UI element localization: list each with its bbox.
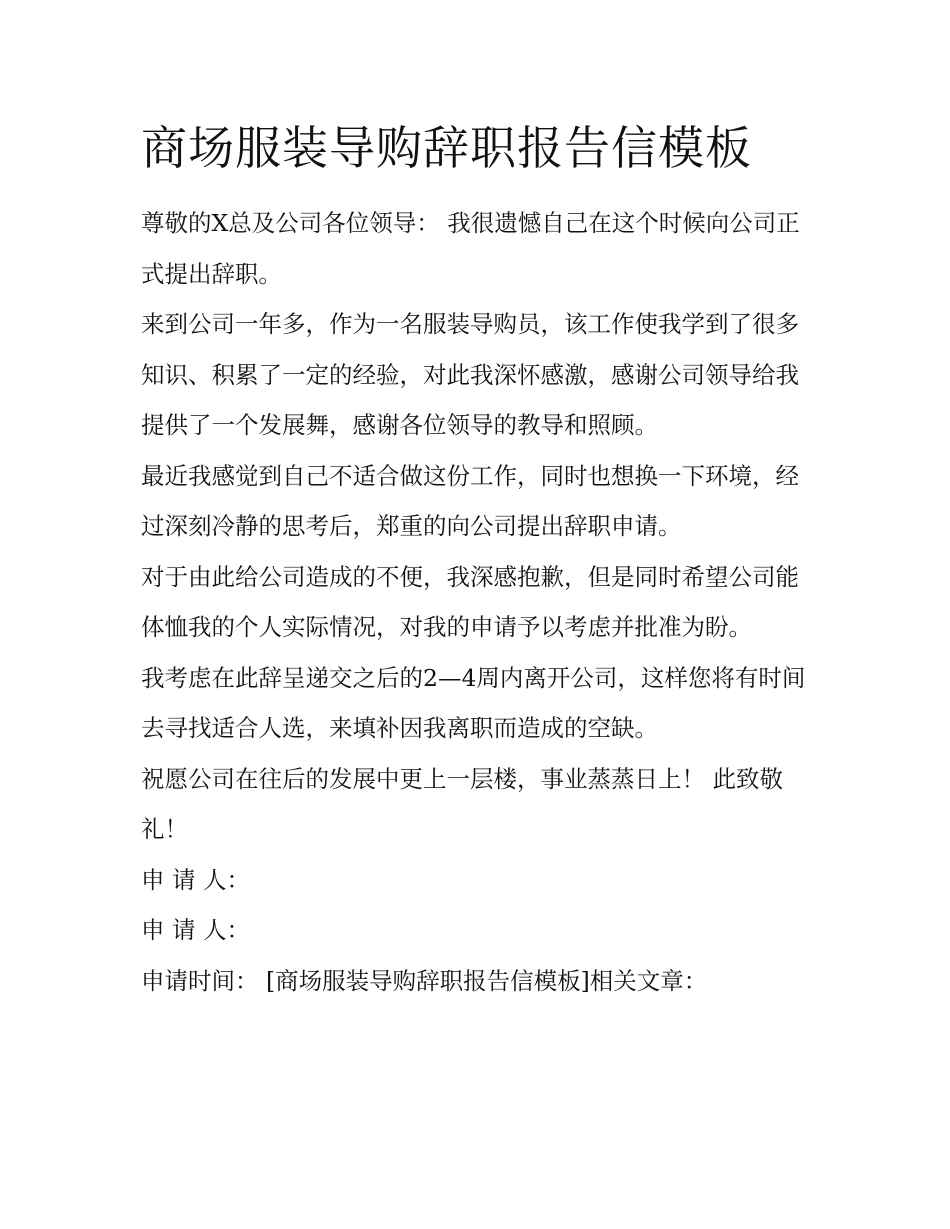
applicant-line-repeat: 申 请 人：	[141, 916, 250, 944]
paragraph-timeline: 我考虑在此辞呈递交之后的2—4周内离开公司，这样您将有时间去寻找适合人选，来填补因我离职而造成的空缺。	[141, 663, 806, 742]
paragraph-apology: 对于由此给公司造成的不便，我深感抱歉，但是同时希望公司能体恤我的个人实际情况，对我的申请予以考虑并批准为盼。	[141, 562, 799, 641]
paragraph-closing: 祝愿公司在往后的发展中更上一层楼，事业蒸蒸日上！ 此致敬礼！	[141, 764, 783, 843]
applicant-line: 申 请 人：	[141, 865, 250, 894]
paragraph-reason: 最近我感觉到自己不适合做这份工作，同时也想换一下环境，经过深刻冷静的思考后，郑重的向公司提出辞职申请。	[141, 461, 799, 540]
document-page	[141, 108, 821, 1006]
application-date-line: 申请时间： [商场服装导购辞职报告信模板]相关文章：	[141, 966, 708, 995]
paragraph-salutation: 尊敬的X总及公司各位领导： 我很遗憾自己在这个时候向公司正式提出辞职。	[141, 209, 800, 288]
document-title: 商场服装导购辞职报告信模板	[141, 121, 752, 175]
paragraph-gratitude: 来到公司一年多，作为一名服装导购员，该工作使我学到了很多知识、积累了一定的经验，对此我深怀感激，感谢公司领导给我提供了一个发展舞，感谢各位领导的教导和照顾。	[141, 310, 799, 439]
